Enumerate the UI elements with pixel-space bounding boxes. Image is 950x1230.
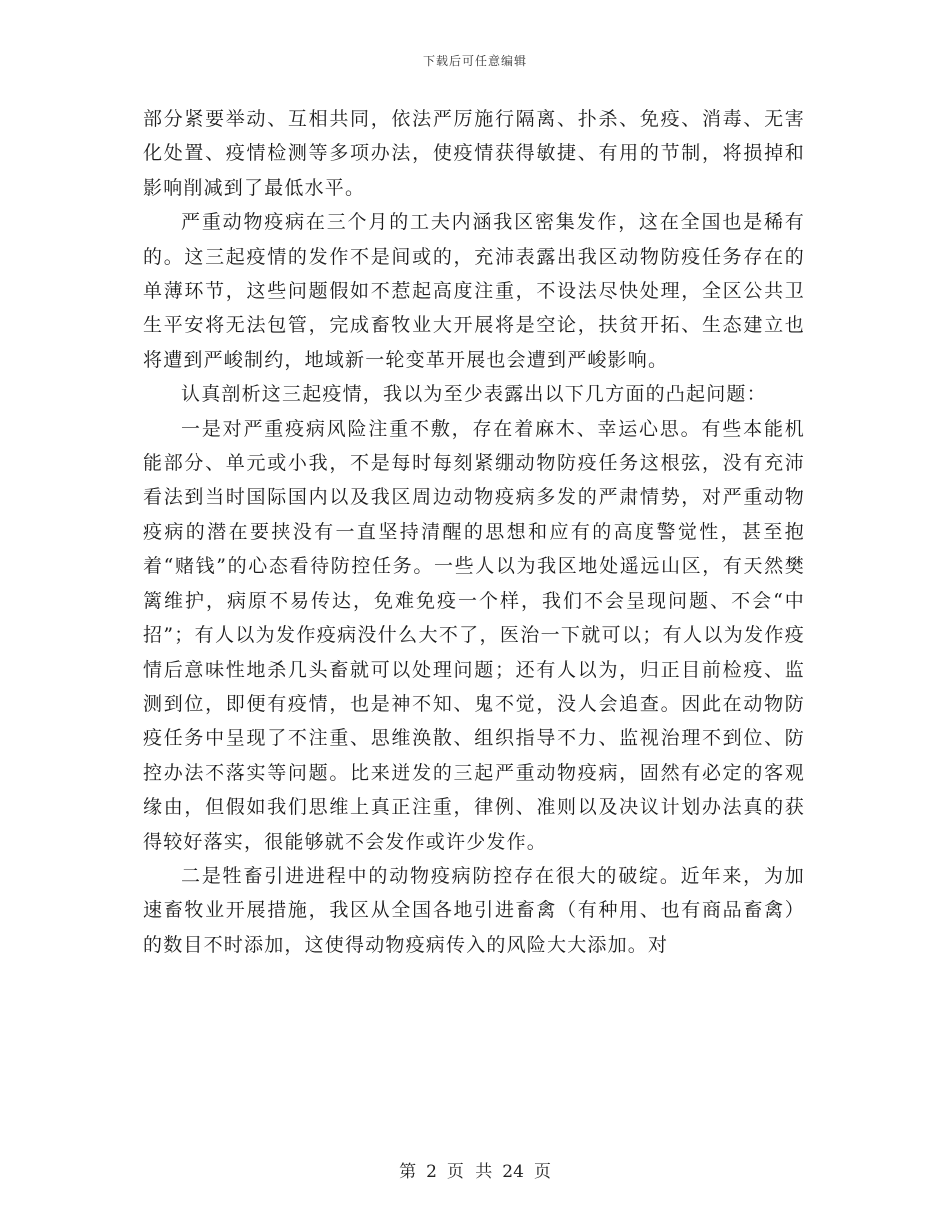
paragraph-3: 认真剖析这三起疫情，我以为至少表露出以下几方面的凸起问题： (181, 383, 767, 406)
page-header: 下载后可任意编辑 (422, 54, 527, 68)
page-footer (0, 1157, 950, 1182)
page-number: 2 (426, 1162, 437, 1182)
total-pages: 24 (502, 1162, 524, 1182)
page-label-prefix: 第 (399, 1162, 417, 1182)
paragraph-continuation: 部分紧要举动、互相共同，依法严厉施行隔离、扑杀、免疫、消毒、无害化处置、疫情检测等多项办法，使疫情获得敏捷、有用的节制，将损掉和影响削减到了最低水平。 (143, 108, 805, 199)
paragraph-4: 一是对严重疫病风险注重不敷，存在着麻木、幸运心思。有些本能机能部分、单元或小我，不是每时每刻紧绷动物防疫任务这根弦，没有充沛看法到当时国际国内以及我区周边动物疫病多发的严肃情势，对严重动物疫病的潜在要挟没有一直坚持清醒的思想和应有的高度警觉性，甚至抱着“赌钱”的心态看待防控任务。一些人以为我区地处遥远山区，有天然樊篱维护，病原不易传达，免难免疫一个样，我们不会呈现问题、不会“中招”；有人以为发作疫病没什么大不了，医治一下就可以；有人以为发作疫情后意味性地杀几头畜就可以处理问题；还有人以为，归正目前检疫、监测到位，即便有疫情，也是神不知、鬼不觉，没人会追查。因此在动物防疫任务中呈现了不注重、思维涣散、组织指导不力、监视治理不到位、防控办法不落实等问题。比来迸发的三起严重动物疫病，固然有必定的客观缘由，但假如我们思维上真正注重，律例、准则以及决议计划办法真的获得较好落实，很能够就不会发作或许少发作。 (143, 417, 805, 853)
paragraph-5: 二是牲畜引进进程中的动物疫病防控存在很大的破绽。近年来，为加速畜牧业开展措施，我区从全国各地引进畜禽（有种用、也有商品畜禽）的数目不时添加，这使得动物疫病传入的风险大大添加。对 (143, 864, 805, 956)
document-body (143, 102, 805, 962)
page-label-mid: 页 共 (446, 1162, 493, 1182)
page-label-suffix: 页 (533, 1162, 551, 1182)
paragraph-2: 严重动物疫病在三个月的工夫内涵我区密集发作，这在全国也是稀有的。这三起疫情的发作不是间或的，充沛表露出我区动物防疫任务存在的单薄环节，这些问题假如不惹起高度注重，不设法尽快处理，全区公共卫生平安将无法包管，完成畜牧业大开展将是空论，扶贫开拓、生态建立也将遭到严峻制约，地域新一轮变革开展也会遭到严峻影响。 (143, 211, 805, 371)
